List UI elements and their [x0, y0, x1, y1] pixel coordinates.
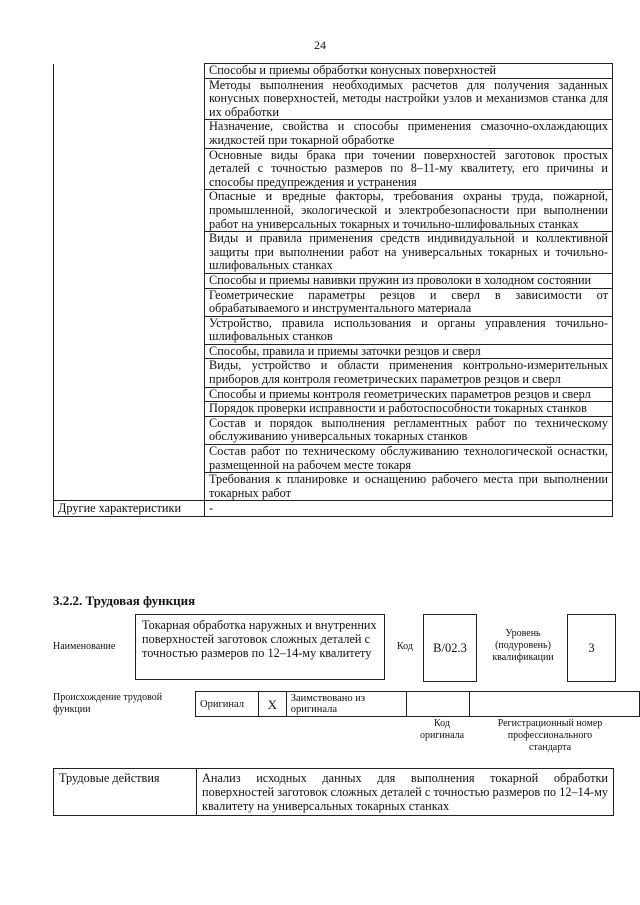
original-label: Оригинал [196, 692, 259, 717]
knowledge-row-label [54, 78, 205, 120]
knowledge-row [54, 387, 613, 402]
knowledge-row-label [54, 359, 205, 387]
knowledge-row [54, 316, 613, 344]
knowledge-row-text: Методы выполнения необходимых расчетов для получения заданных конусных поверхностей, методы настройки узлов и механизмов станка для их обработки [205, 78, 613, 120]
knowledge-row [54, 148, 613, 190]
knowledge-row-label [54, 64, 205, 79]
knowledge-row-text: Состав и порядок выполнения регламентных работ по техническому обслуживанию универсальных токарных станков [205, 416, 613, 444]
knowledge-row-label [54, 120, 205, 148]
code-original-label: Код оригинала [419, 718, 465, 741]
knowledge-row [54, 64, 613, 79]
knowledge-row-text: Способы и приемы обработки конусных поверхностей [205, 64, 613, 79]
knowledge-row-text: Способы и приемы контроля геометрических параметров резцов и сверл [205, 387, 613, 402]
knowledge-row-label [54, 316, 205, 344]
knowledge-row [54, 359, 613, 387]
reg-number-cell [469, 692, 639, 717]
knowledge-row-label [54, 416, 205, 444]
other-characteristics-label: Другие характеристики [54, 501, 205, 517]
knowledge-row [54, 232, 613, 274]
knowledge-row-text: Способы, правила и приемы заточки резцов и сверл [205, 344, 613, 359]
knowledge-row-label [54, 288, 205, 316]
knowledge-row-label [54, 445, 205, 473]
knowledge-row-text: Виды, устройство и области применения контрольно-измерительных приборов для контроля геометрических параметров резцов и сверл [205, 359, 613, 387]
page-number: 24 [314, 38, 326, 52]
reg-number-label: Регистрационный номер профессионального стандарта [497, 718, 603, 753]
origin-table [195, 691, 640, 717]
actions-value: Анализ исходных данных для выполнения токарной обработки поверхностей заготовок сложных деталей с точностью размеров по 12–14-му квалитету на универсальных токарных станках [197, 769, 614, 816]
actions-label: Трудовые действия [54, 769, 197, 816]
other-characteristics-value: - [205, 501, 613, 517]
code-original-cell [406, 692, 469, 717]
knowledge-row-text: Назначение, свойства и способы применения смазочно-охлаждающих жидкостей при токарной обработке [205, 120, 613, 148]
qualification-level: 3 [567, 614, 616, 682]
knowledge-row [54, 344, 613, 359]
knowledge-row [54, 273, 613, 288]
knowledge-row [54, 416, 613, 444]
knowledge-row-label [54, 232, 205, 274]
knowledge-row-text: Состав работ по техническому обслуживанию технологической оснастки, размещенной на рабочем месте токаря [205, 445, 613, 473]
knowledge-row-label [54, 473, 205, 501]
original-mark: X [258, 692, 286, 717]
knowledge-row [54, 120, 613, 148]
knowledge-table [53, 63, 613, 517]
knowledge-row [54, 78, 613, 120]
knowledge-row-label [54, 344, 205, 359]
level-label: Уровень (подуровень) квалификации [492, 628, 554, 663]
knowledge-row [54, 445, 613, 473]
knowledge-row-text: Способы и приемы навивки пружин из проволоки в холодном состоянии [205, 273, 613, 288]
knowledge-row-text: Требования к планировке и оснащению рабочего места при выполнении токарных работ [205, 473, 613, 501]
other-characteristics-row [54, 501, 613, 517]
knowledge-row-text: Виды и правила применения средств индивидуальной и коллективной защиты при выполнении работ на универсальных токарных и точильно-шлифовальных станках [205, 232, 613, 274]
knowledge-row-text: Устройство, правила использования и органы управления точильно-шлифовальных станков [205, 316, 613, 344]
knowledge-row-label [54, 273, 205, 288]
function-code: В/02.3 [423, 614, 477, 682]
section-title: 3.2.2. Трудовая функция [53, 593, 196, 608]
knowledge-row-text: Основные виды брака при точении поверхностей заготовок простых деталей с точностью размеров по 8–11-му квалитету, его причины и способы предупреждения и устранения [205, 148, 613, 190]
borrowed-label: Заимствовано из оригинала [286, 692, 406, 717]
code-label: Код [397, 641, 413, 652]
knowledge-row-label [54, 148, 205, 190]
function-name: Токарная обработка наружных и внутренних поверхностей заготовок сложных деталей с точностью размеров по 12–14-му квалитету [135, 614, 385, 680]
knowledge-row [54, 473, 613, 501]
origin-label: Происхождение трудовой функции [53, 692, 163, 715]
knowledge-row [54, 190, 613, 232]
name-label: Наименование [53, 641, 116, 652]
knowledge-row [54, 288, 613, 316]
knowledge-row-text: Порядок проверки исправности и работоспособности токарных станков [205, 402, 613, 417]
actions-table [53, 768, 614, 816]
knowledge-row-label [54, 402, 205, 417]
knowledge-row-text: Опасные и вредные факторы, требования охраны труда, пожарной, промышленной, экологической и электробезопасности при выполнении работ на универсальных токарных и точильно-шлифовальных станках [205, 190, 613, 232]
knowledge-row-label [54, 387, 205, 402]
knowledge-row [54, 402, 613, 417]
knowledge-row-label [54, 190, 205, 232]
knowledge-row-text: Геометрические параметры резцов и сверл в зависимости от обрабатываемого и инструментального материала [205, 288, 613, 316]
